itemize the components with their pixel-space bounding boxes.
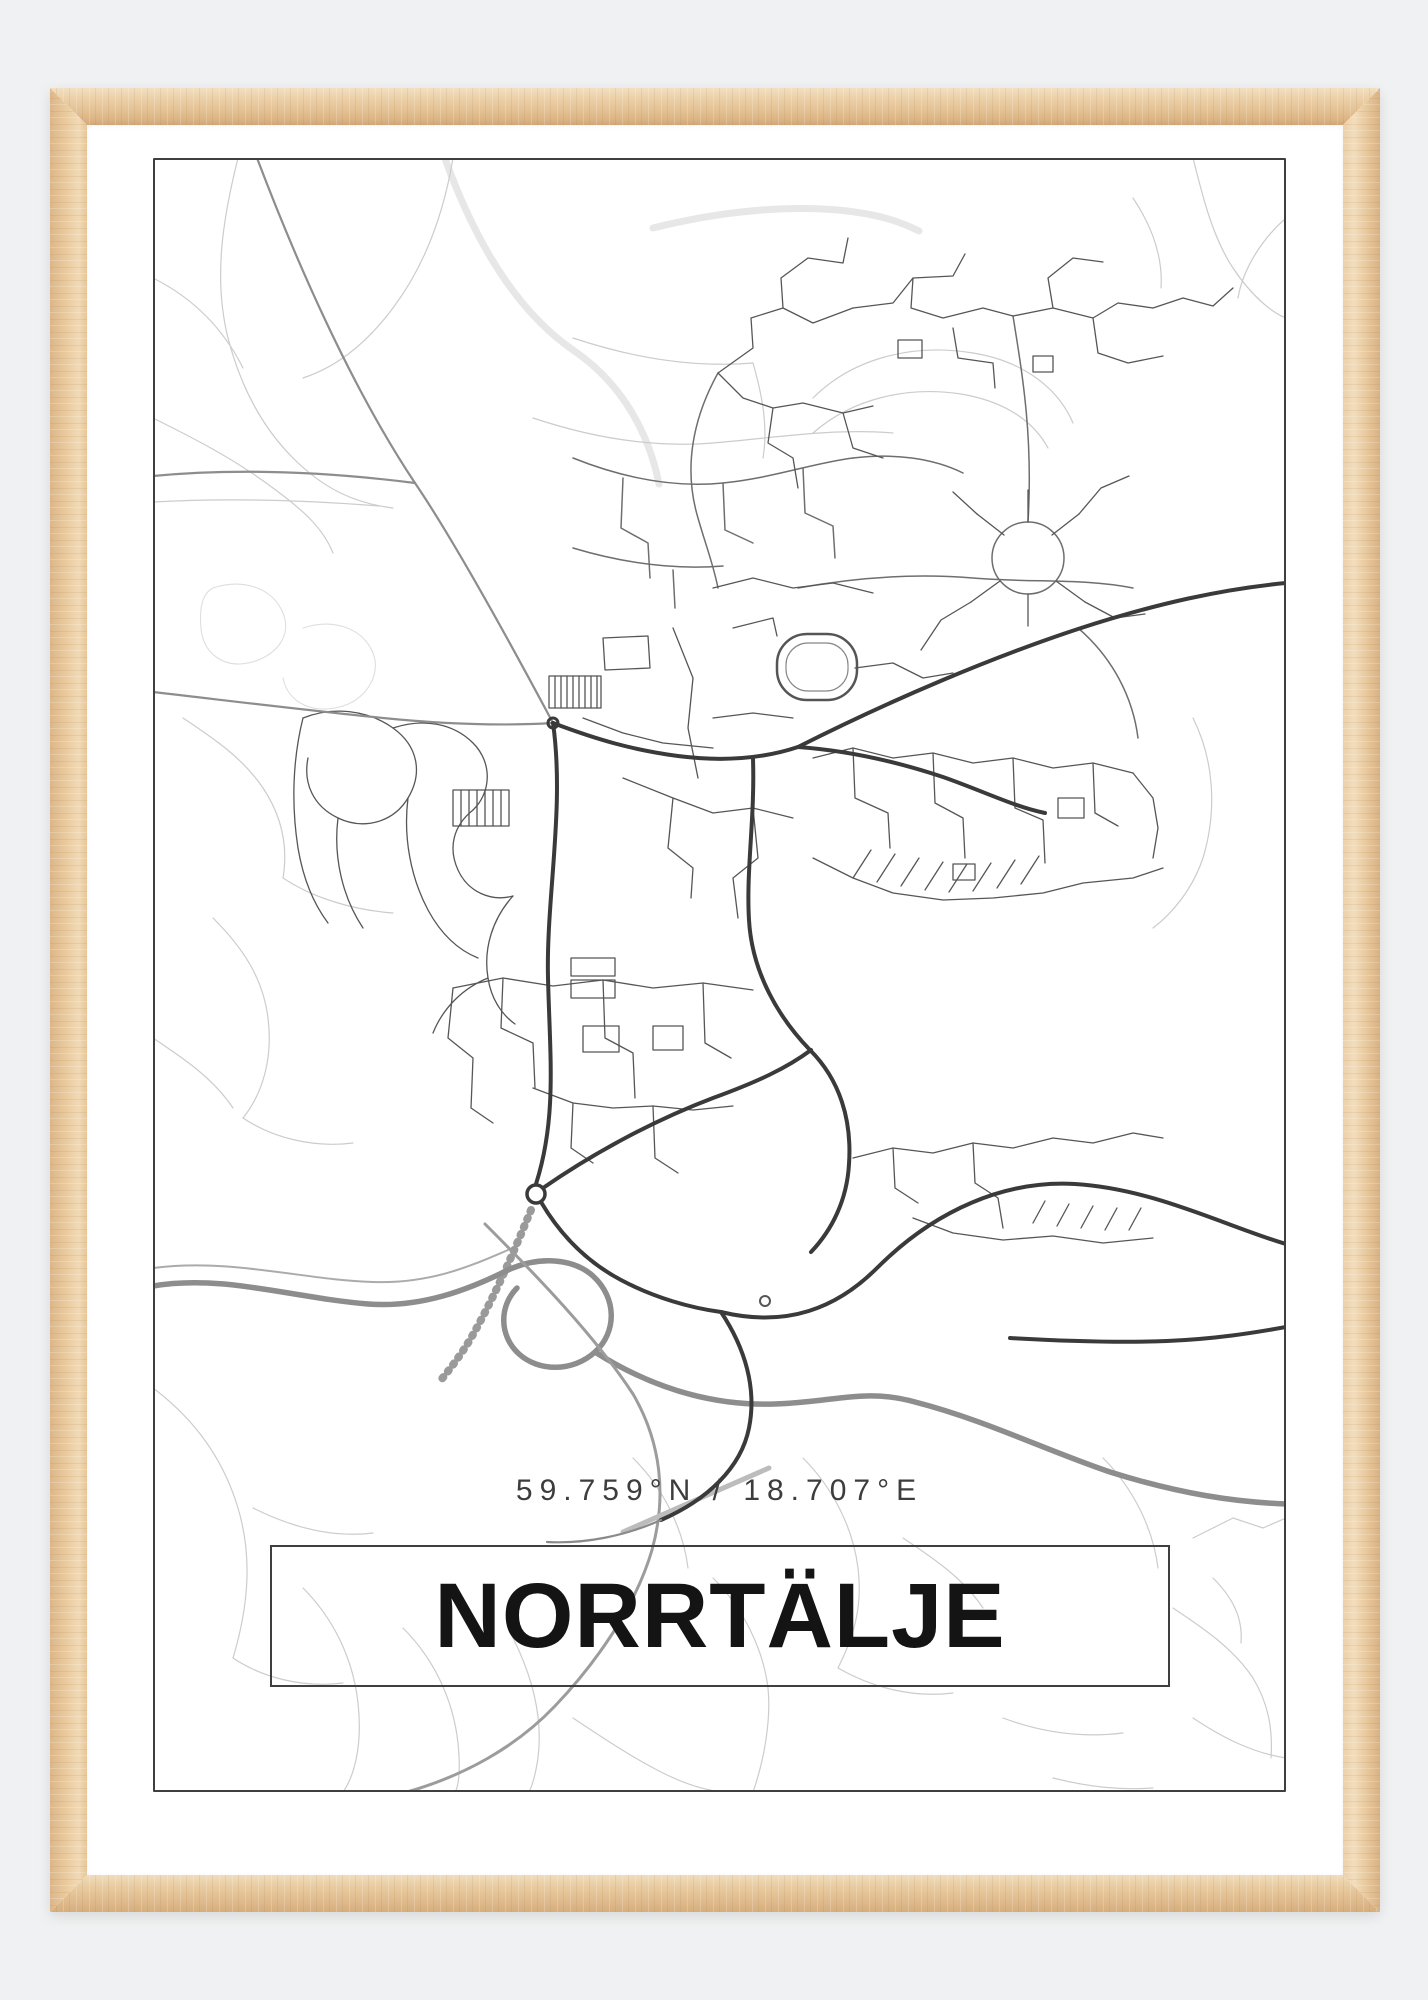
ring-development [921,476,1145,650]
ghost-roads-layer [443,158,919,484]
striped-block-1 [549,676,601,708]
frame-bottom-bar [50,1875,1380,1912]
frame-left-bar [50,88,87,1912]
urban-streets-layer [294,238,1233,1243]
stadium-icon [777,634,857,700]
landmark-mark [903,916,939,934]
frame-top-bar [50,88,1380,125]
small-roundabout-icon [760,1296,770,1306]
medium-roads-layer [153,158,553,724]
coordinates-label: 59.759°N / 18.707°E [515,1474,924,1507]
poster-sheet [153,158,1286,1792]
bridge-marks [560,818,564,858]
poster-frame [50,88,1380,1912]
striped-block-2 [453,790,509,826]
city-title-box [270,1545,1170,1687]
frame-right-bar [1343,88,1380,1912]
city-title: NORRTÄLJE [434,1565,1006,1667]
roundabout-icon [527,1185,545,1203]
